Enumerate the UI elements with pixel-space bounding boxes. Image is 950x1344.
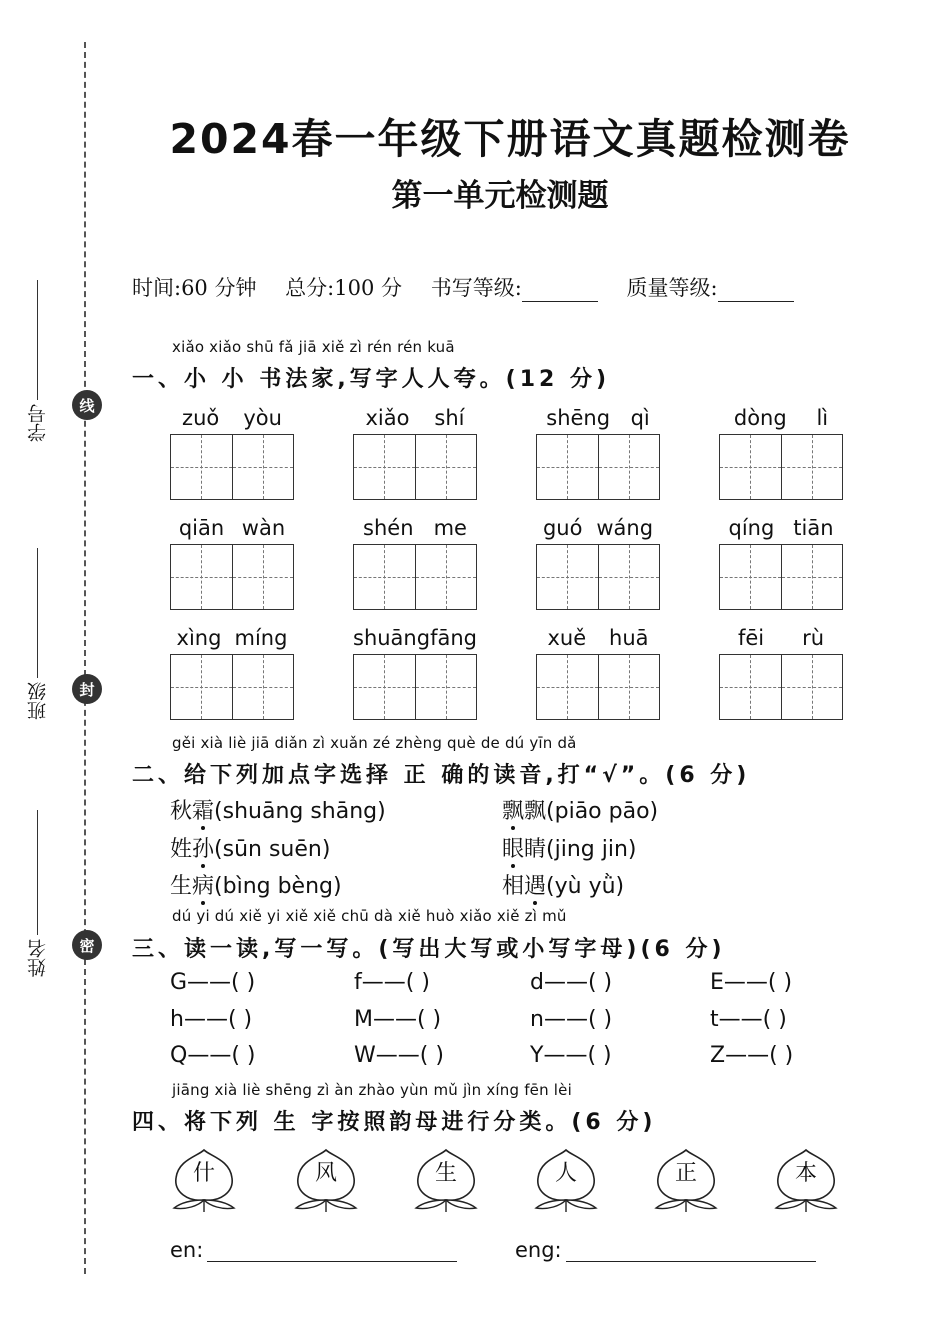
quality-grade-blank[interactable]: [718, 279, 794, 302]
student-id-label: 学号: [26, 404, 49, 442]
eng-answer: [515, 1238, 816, 1262]
grid-pinyin: [719, 516, 843, 544]
grid-pinyin: [719, 406, 843, 434]
letter-case-blank[interactable]: W——( ): [354, 1043, 444, 1068]
name-field: [22, 810, 52, 977]
peach-character: 本: [794, 1161, 817, 1186]
en-blank[interactable]: [207, 1241, 457, 1262]
writing-grid: [353, 626, 477, 720]
grid-pinyin: [536, 406, 660, 434]
peach-character: 人: [554, 1161, 577, 1186]
tianzige-cell[interactable]: [537, 655, 598, 719]
writing-grid: [170, 626, 294, 720]
pinyin-syllable: qiān: [178, 516, 225, 540]
grid-pinyin: [353, 626, 477, 654]
tianzige-boxes: [719, 544, 843, 610]
tianzige-cell[interactable]: [598, 655, 660, 719]
tianzige-boxes: [536, 434, 660, 500]
class-label: 班级: [26, 682, 49, 720]
letter-case-blank[interactable]: Z——( ): [710, 1043, 794, 1068]
pinyin-syllable: tiān: [793, 516, 834, 540]
writing-grid: [719, 626, 843, 720]
writing-grid: [353, 406, 477, 500]
page-subtitle: 第一单元检测题: [391, 178, 609, 214]
tianzige-boxes: [536, 544, 660, 610]
page-title: 2024春一年级下册语文真题检测卷: [169, 115, 851, 163]
word-character: 飘: [524, 799, 547, 824]
pronunciation-options[interactable]: (piāo pāo): [546, 799, 659, 824]
pronunciation-options[interactable]: (jing jin): [546, 837, 637, 862]
tianzige-cell[interactable]: [781, 655, 843, 719]
tianzige-cell[interactable]: [415, 545, 477, 609]
q3-heading: 三、读一读,写一写。(写出大写或小写字母)(6 分): [132, 937, 726, 962]
grid-pinyin: [170, 406, 294, 434]
pinyin-syllable: xuě: [547, 626, 587, 650]
letter-case-blank[interactable]: h——( ): [170, 1007, 253, 1032]
tianzige-boxes: [170, 434, 294, 500]
tianzige-cell[interactable]: [415, 435, 477, 499]
tianzige-cell[interactable]: [598, 545, 660, 609]
grid-pinyin: [536, 626, 660, 654]
tianzige-boxes: [536, 654, 660, 720]
tianzige-cell[interactable]: [720, 655, 781, 719]
pinyin-syllable: guó: [542, 516, 583, 540]
time-label: 时间:60 分钟: [132, 276, 257, 300]
binding-dashed-line: [84, 42, 86, 1274]
q3-pinyin: dú yi dú xiě yi xiě xiě chū dà xiě huò xiǎo xiě zì mǔ: [172, 907, 567, 925]
tianzige-boxes: [170, 654, 294, 720]
tianzige-cell[interactable]: [354, 545, 415, 609]
peach-character-card: [530, 1144, 602, 1216]
peach-character: 什: [192, 1161, 215, 1186]
quality-grade: [626, 276, 793, 300]
letter-case-blank[interactable]: t——( ): [710, 1007, 787, 1032]
writing-grid: [170, 406, 294, 500]
tianzige-cell[interactable]: [171, 655, 232, 719]
pinyin-syllable: fēi: [737, 626, 765, 650]
peach-character: 风: [314, 1161, 337, 1186]
tianzige-cell[interactable]: [232, 435, 294, 499]
word-character: 相: [502, 874, 525, 899]
peach-character-card: [770, 1144, 842, 1216]
writing-grid: [719, 516, 843, 610]
pinyin-syllable: xiǎo: [365, 406, 410, 430]
dotted-character: 飘: [502, 799, 525, 824]
tianzige-cell[interactable]: [354, 655, 415, 719]
peach-character-card: [410, 1144, 482, 1216]
dotted-character: 眼: [502, 837, 525, 862]
tianzige-cell[interactable]: [232, 655, 294, 719]
dotted-character: 遇: [524, 874, 547, 899]
dotted-character: 病: [192, 874, 215, 899]
q4-heading: 四、将下列 生 字按照韵母进行分类。(6 分): [132, 1110, 657, 1135]
pinyin-syllable: me: [433, 516, 467, 540]
tianzige-cell[interactable]: [537, 545, 598, 609]
pinyin-syllable: shēng: [546, 406, 611, 430]
letter-case-blank[interactable]: E——( ): [710, 970, 793, 995]
tianzige-cell[interactable]: [781, 435, 843, 499]
writing-grade-blank[interactable]: [522, 279, 598, 302]
eng-label: eng:: [515, 1238, 562, 1262]
seal-line-mark: 线: [72, 390, 102, 420]
tianzige-cell[interactable]: [232, 545, 294, 609]
reading-choice-item: [502, 869, 624, 900]
reading-choice-item: [170, 869, 342, 900]
tianzige-cell[interactable]: [598, 435, 660, 499]
tianzige-cell[interactable]: [354, 435, 415, 499]
letter-case-blank[interactable]: Q——( ): [170, 1043, 256, 1068]
writing-grid: [719, 406, 843, 500]
name-label: 姓名: [26, 939, 49, 977]
tianzige-cell[interactable]: [171, 545, 232, 609]
letter-case-blank[interactable]: d——( ): [530, 970, 613, 995]
q2-heading: 二、给下列加点字选择 正 确的读音,打“√”。(6 分): [132, 763, 751, 788]
letter-case-blank[interactable]: M——( ): [354, 1007, 442, 1032]
peach-character: 生: [434, 1161, 457, 1186]
total-label: 总分:100 分: [285, 276, 403, 300]
writing-grid: [536, 406, 660, 500]
pinyin-syllable: wàn: [241, 516, 286, 540]
pinyin-syllable: zuǒ: [182, 406, 220, 430]
en-answer: [170, 1238, 457, 1262]
student-id-field: [22, 280, 52, 442]
reading-choice-item: [170, 832, 330, 863]
seal-seal-mark: 封: [72, 674, 102, 704]
pinyin-syllable: shuāng: [353, 626, 431, 650]
tianzige-cell[interactable]: [720, 435, 781, 499]
reading-choice-item: [502, 832, 637, 863]
pinyin-syllable: míng: [234, 626, 288, 650]
pinyin-syllable: shí: [434, 406, 465, 430]
tianzige-cell[interactable]: [171, 435, 232, 499]
letter-case-blank[interactable]: Y——( ): [530, 1043, 612, 1068]
grid-pinyin: [536, 516, 660, 544]
pronunciation-options[interactable]: (shuāng shāng): [214, 799, 386, 824]
pronunciation-options[interactable]: (yù yǜ): [546, 874, 625, 899]
pinyin-syllable: yòu: [243, 406, 282, 430]
pinyin-syllable: qì: [630, 406, 650, 430]
pinyin-syllable: shén: [363, 516, 414, 540]
name-line[interactable]: [37, 810, 38, 935]
peach-character-card: [650, 1144, 722, 1216]
class-line[interactable]: [37, 548, 38, 678]
word-character: 秋: [170, 799, 193, 824]
quality-grade-label: 质量等级:: [626, 276, 718, 300]
class-field: [22, 548, 52, 720]
tianzige-boxes: [170, 544, 294, 610]
seal-secret-mark: 密: [72, 930, 102, 960]
eng-blank[interactable]: [566, 1241, 816, 1262]
dotted-character: 孙: [192, 837, 215, 862]
tianzige-cell[interactable]: [537, 435, 598, 499]
tianzige-boxes: [719, 654, 843, 720]
grid-pinyin: [353, 516, 477, 544]
grid-pinyin: [353, 406, 477, 434]
grid-pinyin: [170, 626, 294, 654]
grid-pinyin: [719, 626, 843, 654]
reading-choice-item: [502, 794, 658, 825]
reading-choice-item: [170, 794, 386, 825]
tianzige-boxes: [719, 434, 843, 500]
pinyin-syllable: qíng: [728, 516, 775, 540]
tianzige-cell[interactable]: [415, 655, 477, 719]
writing-grade: [431, 276, 598, 300]
student-id-line[interactable]: [37, 280, 38, 400]
letter-case-blank[interactable]: f——( ): [354, 970, 430, 995]
pinyin-syllable: xìng: [176, 626, 222, 650]
word-character: 姓: [170, 837, 193, 862]
writing-grade-label: 书写等级:: [430, 276, 522, 300]
letter-case-blank[interactable]: n——( ): [530, 1007, 613, 1032]
q4-pinyin: jiāng xià liè shēng zì àn zhào yùn mǔ jìn xíng fēn lèi: [172, 1081, 572, 1099]
pinyin-syllable: rù: [802, 626, 825, 650]
peach-character: 正: [674, 1161, 697, 1186]
en-label: en:: [170, 1238, 204, 1262]
dotted-character: 霜: [192, 799, 215, 824]
q1-pinyin: xiǎo xiǎo shū fǎ jiā xiě zì rén rén kuā: [172, 338, 455, 356]
q2-pinyin: gěi xià liè jiā diǎn zì xuǎn zé zhèng què de dú yīn dǎ: [172, 734, 577, 752]
tianzige-cell[interactable]: [720, 545, 781, 609]
pinyin-syllable: lì: [816, 406, 829, 430]
writing-grid: [353, 516, 477, 610]
exam-info: [132, 272, 816, 302]
q1-heading: 一、小 小 书法家,写字人人夸。(12 分): [132, 367, 611, 392]
pinyin-syllable: dòng: [733, 406, 787, 430]
pronunciation-options[interactable]: (sūn suēn): [214, 837, 331, 862]
peach-character-card: [290, 1144, 362, 1216]
tianzige-boxes: [353, 654, 477, 720]
tianzige-boxes: [353, 434, 477, 500]
peach-character-card: [168, 1144, 240, 1216]
writing-grid: [170, 516, 294, 610]
letter-case-blank[interactable]: G——( ): [170, 970, 256, 995]
writing-grid: [536, 626, 660, 720]
word-character: 睛: [524, 837, 547, 862]
tianzige-boxes: [353, 544, 477, 610]
word-character: 生: [170, 874, 193, 899]
pinyin-syllable: fāng: [430, 626, 477, 650]
writing-grid: [536, 516, 660, 610]
tianzige-cell[interactable]: [781, 545, 843, 609]
grid-pinyin: [170, 516, 294, 544]
pinyin-syllable: wáng: [596, 516, 654, 540]
pinyin-syllable: huā: [609, 626, 649, 650]
pronunciation-options[interactable]: (bìng bèng): [214, 874, 342, 899]
